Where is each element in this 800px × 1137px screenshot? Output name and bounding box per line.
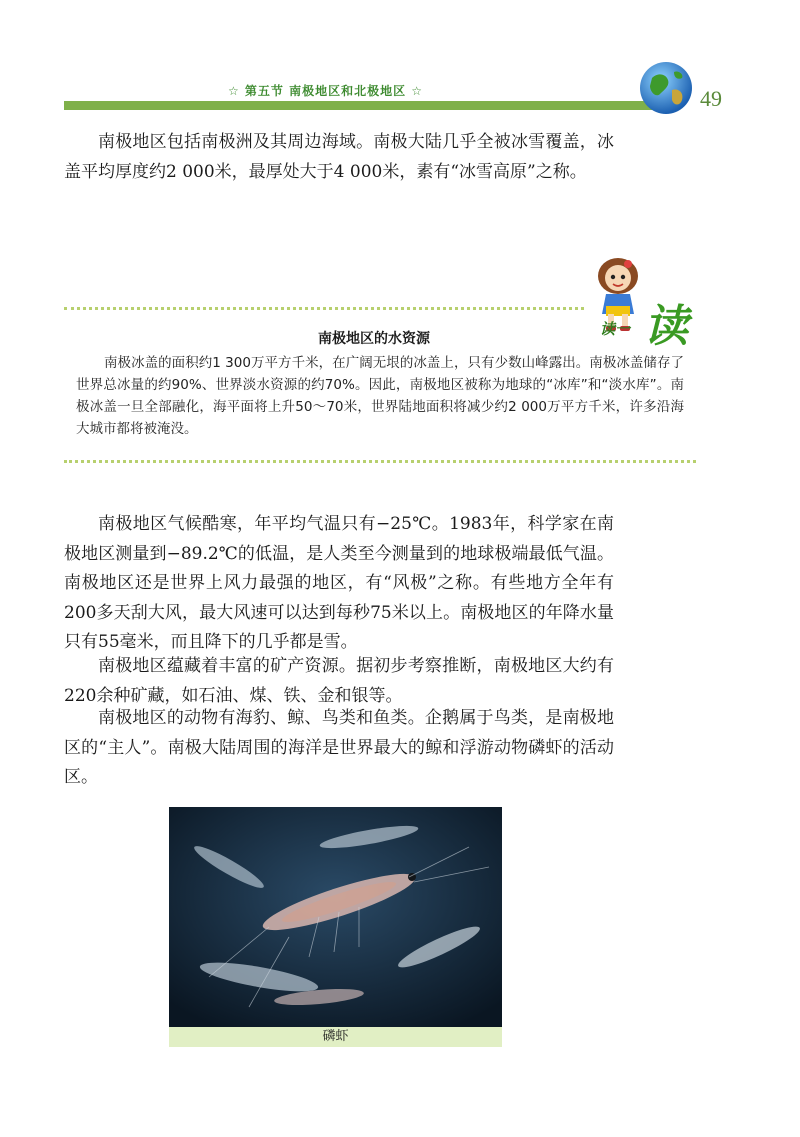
reading-box-title: 南极地区的水资源 bbox=[318, 331, 430, 347]
paragraph-intro: 南极地区包括南极洲及其周边海域。南极大陆几乎全被冰雪覆盖，冰盖平均厚度约2 000米，最厚处大于4 000米，素有“冰雪高原”之称。 bbox=[64, 132, 614, 182]
globe-icon bbox=[638, 60, 694, 116]
header-bar bbox=[64, 101, 654, 110]
reading-box-top-divider bbox=[64, 307, 584, 310]
paragraph-minerals: 南极地区蕴藏着丰富的矿产资源。据初步考察推断，南极地区大约有220余种矿藏，如石油、煤、铁、金和银等。 bbox=[64, 656, 614, 706]
reading-box-bottom-divider bbox=[64, 460, 696, 463]
photo-caption: 磷虾 bbox=[169, 1027, 502, 1047]
reading-box-text: 南极冰盖的面积约1 300万平方千米，在广阔无垠的冰盖上，只有少数山峰露出。南极冰盖储存了世界总冰量的约90%、世界淡水资源的约70%。因此，南极地区被称为地球的“冰库”和“淡水库”。南极冰盖一旦全部融化，海平面将上升50～70米，世界陆地面积将减少约2 000万平方千米，许多沿海大城市都将被淹没。 bbox=[76, 355, 684, 437]
krill-photo bbox=[169, 807, 502, 1027]
page-number: 49 bbox=[700, 86, 722, 111]
reading-label-small: 读一 bbox=[600, 320, 631, 338]
paragraph-animals: 南极地区的动物有海豹、鲸、鸟类和鱼类。企鹅属于鸟类，是南极地区的“主人”。南极大陆周围的海洋是世界最大的鲸和浮游动物磷虾的活动区。 bbox=[64, 708, 614, 787]
chapter-header-title: ☆ 第五节 南极地区和北极地区 ☆ bbox=[228, 84, 424, 98]
paragraph-climate: 南极地区气候酷寒，年平均气温只有−25℃。1983年，科学家在南极地区测量到−89.2℃的低温，是人类至今测量到的地球极端最低气温。南极地区还是世界上风力最强的地区，有“风极”之称。有些地方全年有200多天刮大风，最大风速可以达到每秒75米以上。南极地区的年降水量只有55毫米，而且降下的几乎都是雪。 bbox=[64, 514, 614, 652]
reading-label-big: 读 bbox=[644, 301, 688, 352]
